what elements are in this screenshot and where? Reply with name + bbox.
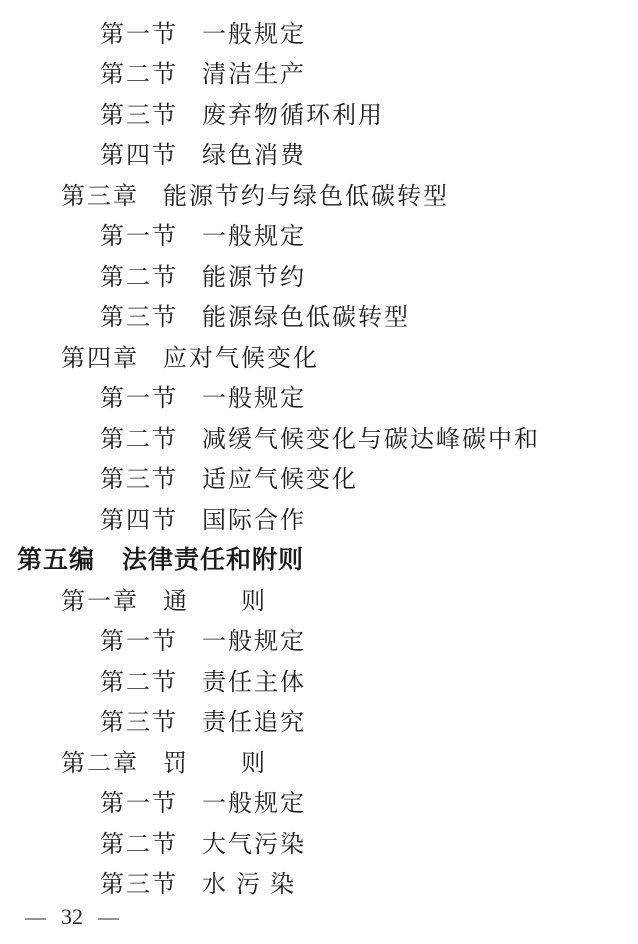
toc-entry-label: 第二节 [100, 62, 178, 89]
toc-entry-label: 第二节 [100, 426, 178, 453]
toc-entry-title: 清洁生产 [202, 62, 306, 89]
toc-entry-title: 能源节约 [202, 264, 306, 291]
toc-row [0, 214, 638, 255]
toc-row [0, 619, 638, 660]
toc-entry-label: 第三节 [100, 102, 178, 129]
toc-entry-title: 一般规定 [202, 629, 306, 656]
toc-entry-title: 废弃物循环利用 [202, 102, 384, 129]
toc-entry-title: 适应气候变化 [202, 467, 358, 494]
toc-row [0, 781, 638, 822]
toc-entry-label: 第二章 [61, 750, 139, 777]
toc-entry-label: 第一节 [100, 224, 178, 251]
toc-entry-label: 第三节 [100, 305, 178, 332]
toc-entry-label: 第四节 [100, 143, 178, 170]
toc-row [0, 52, 638, 93]
toc-entry-title: 法律责任和附则 [122, 545, 305, 574]
toc-entry-title: 应对气候变化 [163, 345, 319, 372]
toc-row [0, 11, 638, 52]
toc-entry-label: 第一节 [100, 791, 178, 818]
toc-entry-title: 能源节约与绿色低碳转型 [163, 183, 449, 210]
toc-entry-label: 第一节 [100, 21, 178, 48]
toc-entry-title: 一般规定 [202, 791, 306, 818]
toc-row [0, 862, 638, 903]
toc-row-part-heading [0, 538, 638, 579]
toc-entry-title: 通 则 [163, 588, 267, 615]
toc-entry-label: 第五编 [17, 545, 96, 574]
toc-entry-label: 第四章 [61, 345, 139, 372]
toc-entry-title: 责任主体 [202, 669, 306, 696]
toc-entry-label: 第二节 [100, 831, 178, 858]
toc-entry-label: 第一节 [100, 386, 178, 413]
toc-row [0, 133, 638, 174]
toc-row [0, 659, 638, 700]
toc-entry-title: 一般规定 [202, 21, 306, 48]
toc-entry-label: 第一章 [61, 588, 139, 615]
toc-entry-title: 减缓气候变化与碳达峰碳中和 [202, 426, 540, 453]
toc-entry-label: 第二节 [100, 264, 178, 291]
toc-entry-label: 第三节 [100, 710, 178, 737]
toc-entry-title: 国际合作 [202, 507, 306, 534]
toc-row [0, 295, 638, 336]
toc-entry-label: 第一节 [100, 629, 178, 656]
toc-entry-label: 第四节 [100, 507, 178, 534]
toc-entry-title: 绿色消费 [202, 143, 306, 170]
toc-row [0, 497, 638, 538]
toc-entry-title: 水 污 染 [202, 872, 296, 899]
toc-row [0, 578, 638, 619]
toc-entry-label: 第三节 [100, 872, 178, 899]
toc-entry-title: 能源绿色低碳转型 [202, 305, 410, 332]
toc-row [0, 92, 638, 133]
toc-entry-title: 一般规定 [202, 386, 306, 413]
toc-entry-label: 第三节 [100, 467, 178, 494]
toc-row [0, 740, 638, 781]
toc-row [0, 376, 638, 417]
page-number: 32 [61, 904, 83, 929]
toc-entry-title: 一般规定 [202, 224, 306, 251]
toc-entry-label: 第二节 [100, 669, 178, 696]
toc-entry-title: 罚 则 [163, 750, 267, 777]
toc-row [0, 173, 638, 214]
toc-entry-label: 第三章 [61, 183, 139, 210]
toc-row [0, 821, 638, 862]
toc-row [0, 254, 638, 295]
toc-row [0, 700, 638, 741]
toc-row [0, 416, 638, 457]
footer-left-dash: — [25, 904, 46, 929]
toc-row [0, 457, 638, 498]
page-footer [25, 904, 119, 930]
toc-entry-title: 大气污染 [202, 831, 306, 858]
toc-entry-title: 责任追究 [202, 710, 306, 737]
toc-row [0, 335, 638, 376]
footer-right-dash: — [98, 904, 119, 929]
